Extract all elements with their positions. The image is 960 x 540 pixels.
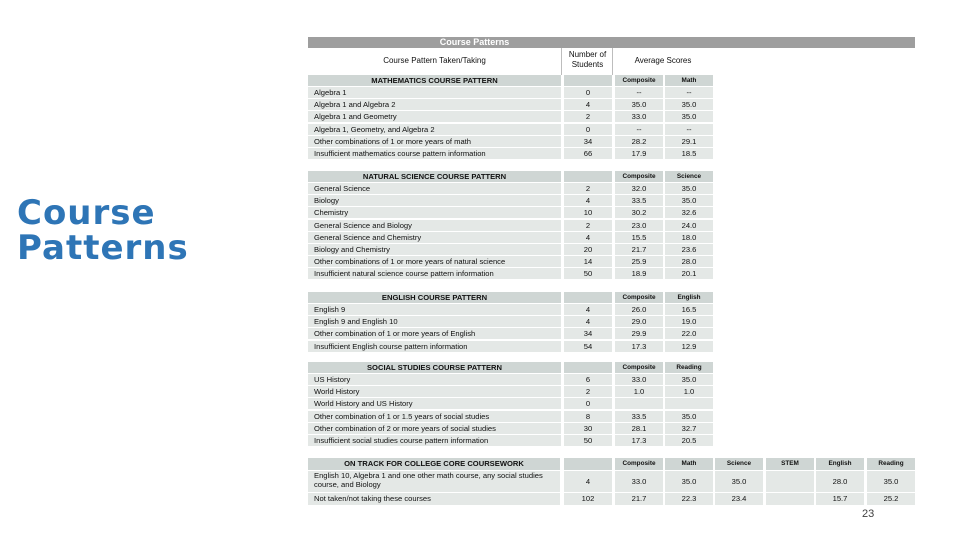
score-value: 33.0 <box>615 471 663 492</box>
course-pattern-name: English 9 and English 10 <box>308 316 561 327</box>
student-count: 2 <box>564 386 612 397</box>
course-patterns-table <box>308 37 918 503</box>
course-pattern-name: English 10, Algebra 1 and one other math course, any social studies course, and Biology <box>308 471 560 492</box>
header-number-of-students: Number of Students <box>563 48 613 75</box>
student-count: 30 <box>564 423 612 434</box>
course-pattern-name: Other combination of 1 or more years of English <box>308 328 561 339</box>
score-value-1: 1.0 <box>615 386 663 397</box>
course-pattern-name: Algebra 1 and Algebra 2 <box>308 99 561 110</box>
score-value-1: 17.9 <box>615 148 663 159</box>
course-pattern-name: Insufficient social studies course pattern information <box>308 435 561 446</box>
score-header-1: Composite <box>615 362 663 373</box>
course-pattern-name: World History and US History <box>308 398 561 409</box>
student-count: 2 <box>564 183 612 194</box>
course-pattern-name: Other combinations of 1 or more years of math <box>308 136 561 147</box>
section-header-blank <box>564 171 612 182</box>
score-value-2: 35.0 <box>665 99 713 110</box>
student-count: 4 <box>564 195 612 206</box>
student-count: 54 <box>564 341 612 352</box>
score-value-2: 19.0 <box>665 316 713 327</box>
course-pattern-name: Biology and Chemistry <box>308 244 561 255</box>
student-count: 14 <box>564 256 612 267</box>
score-value-2: 35.0 <box>665 411 713 422</box>
score-value-1: 23.0 <box>615 220 663 231</box>
score-value-1: 35.0 <box>615 99 663 110</box>
score-value: 23.4 <box>715 493 763 505</box>
score-value-2: 32.7 <box>665 423 713 434</box>
section-header-blank <box>564 458 612 470</box>
score-value <box>766 471 814 492</box>
table-banner: Course Patterns <box>308 37 915 48</box>
course-pattern-name: General Science <box>308 183 561 194</box>
score-value-2: 29.1 <box>665 136 713 147</box>
student-count: 6 <box>564 374 612 385</box>
course-pattern-name: Other combinations of 1 or more years of natural science <box>308 256 561 267</box>
score-value-2: 12.9 <box>665 341 713 352</box>
student-count: 66 <box>564 148 612 159</box>
section-title: ENGLISH COURSE PATTERN <box>308 292 561 303</box>
course-pattern-name: Algebra 1, Geometry, and Algebra 2 <box>308 124 561 135</box>
score-value: 28.0 <box>816 471 864 492</box>
course-pattern-name: Chemistry <box>308 207 561 218</box>
course-pattern-name: Other combination of 1 or 1.5 years of social studies <box>308 411 561 422</box>
score-value: 22.3 <box>665 493 713 505</box>
score-header: Composite <box>615 458 663 470</box>
score-value-1: 28.1 <box>615 423 663 434</box>
section-title: ON TRACK FOR COLLEGE CORE COURSEWORK <box>308 458 560 470</box>
score-value-1: 33.5 <box>615 195 663 206</box>
score-value-1: 18.9 <box>615 268 663 279</box>
score-value-2: 35.0 <box>665 195 713 206</box>
score-value-1: -- <box>615 124 663 135</box>
course-pattern-name: English 9 <box>308 304 561 315</box>
score-value: 35.0 <box>665 471 713 492</box>
score-value-2: 16.5 <box>665 304 713 315</box>
section-title: MATHEMATICS COURSE PATTERN <box>308 75 561 86</box>
score-header: STEM <box>766 458 814 470</box>
score-value-1: 26.0 <box>615 304 663 315</box>
score-value-1: -- <box>615 87 663 98</box>
score-header: Reading <box>867 458 915 470</box>
score-header: English <box>816 458 864 470</box>
score-value-1 <box>615 398 663 409</box>
slide-title-line-1: Course <box>17 193 156 233</box>
student-count: 4 <box>564 471 612 492</box>
score-value: 15.7 <box>816 493 864 505</box>
course-pattern-name: General Science and Biology <box>308 220 561 231</box>
score-value-2: 1.0 <box>665 386 713 397</box>
score-value-2: 22.0 <box>665 328 713 339</box>
score-value-2: 35.0 <box>665 111 713 122</box>
student-count: 50 <box>564 268 612 279</box>
score-header-2: Science <box>665 171 713 182</box>
score-value-1: 28.2 <box>615 136 663 147</box>
student-count: 0 <box>564 398 612 409</box>
score-header-2: Reading <box>665 362 713 373</box>
score-header-2: Math <box>665 75 713 86</box>
student-count: 2 <box>564 220 612 231</box>
score-header-1: Composite <box>615 171 663 182</box>
student-count: 2 <box>564 111 612 122</box>
student-count: 10 <box>564 207 612 218</box>
score-value-2: 28.0 <box>665 256 713 267</box>
slide-title <box>17 193 189 268</box>
score-header-2: English <box>665 292 713 303</box>
course-pattern-name: Algebra 1 <box>308 87 561 98</box>
score-value-1: 33.5 <box>615 411 663 422</box>
course-pattern-name: Algebra 1 and Geometry <box>308 111 561 122</box>
student-count: 4 <box>564 99 612 110</box>
score-value-1: 32.0 <box>615 183 663 194</box>
student-count: 50 <box>564 435 612 446</box>
course-pattern-name: Not taken/not taking these courses <box>308 493 560 505</box>
score-value-2: -- <box>665 87 713 98</box>
score-value-1: 25.9 <box>615 256 663 267</box>
student-count: 34 <box>564 136 612 147</box>
course-pattern-name: Biology <box>308 195 561 206</box>
score-header-1: Composite <box>615 292 663 303</box>
score-value-1: 21.7 <box>615 244 663 255</box>
student-count: 4 <box>564 316 612 327</box>
score-value: 35.0 <box>715 471 763 492</box>
score-value-1: 29.9 <box>615 328 663 339</box>
student-count: 4 <box>564 304 612 315</box>
course-pattern-name: General Science and Chemistry <box>308 232 561 243</box>
score-value-1: 29.0 <box>615 316 663 327</box>
section-title: SOCIAL STUDIES COURSE PATTERN <box>308 362 561 373</box>
score-value: 21.7 <box>615 493 663 505</box>
section-header-blank <box>564 292 612 303</box>
student-count: 102 <box>564 493 612 505</box>
score-header: Math <box>665 458 713 470</box>
section-header-blank <box>564 75 612 86</box>
score-header: Science <box>715 458 763 470</box>
score-value-1: 33.0 <box>615 374 663 385</box>
score-value-2: 20.5 <box>665 435 713 446</box>
student-count: 8 <box>564 411 612 422</box>
slide-title-line-2: Patterns <box>17 228 189 268</box>
course-pattern-name: World History <box>308 386 561 397</box>
score-value-2: 20.1 <box>665 268 713 279</box>
course-pattern-name: Insufficient English course pattern information <box>308 341 561 352</box>
student-count: 0 <box>564 124 612 135</box>
header-course-pattern: Course Pattern Taken/Taking <box>308 48 562 75</box>
score-value <box>766 493 814 505</box>
student-count: 4 <box>564 232 612 243</box>
score-value-1: 17.3 <box>615 341 663 352</box>
score-header-1: Composite <box>615 75 663 86</box>
course-pattern-name: US History <box>308 374 561 385</box>
score-value-2: -- <box>665 124 713 135</box>
course-pattern-name: Other combination of 2 or more years of social studies <box>308 423 561 434</box>
score-value-1: 33.0 <box>615 111 663 122</box>
score-value: 25.2 <box>867 493 915 505</box>
section-title: NATURAL SCIENCE COURSE PATTERN <box>308 171 561 182</box>
section-header-blank <box>564 362 612 373</box>
course-pattern-name: Insufficient mathematics course pattern information <box>308 148 561 159</box>
student-count: 0 <box>564 87 612 98</box>
score-value-2: 24.0 <box>665 220 713 231</box>
page-number: 23 <box>862 508 875 520</box>
student-count: 20 <box>564 244 612 255</box>
score-value-2: 23.6 <box>665 244 713 255</box>
student-count: 34 <box>564 328 612 339</box>
score-value-2: 35.0 <box>665 374 713 385</box>
score-value-1: 17.3 <box>615 435 663 446</box>
score-value-1: 15.5 <box>615 232 663 243</box>
score-value-2: 18.5 <box>665 148 713 159</box>
score-value-2: 35.0 <box>665 183 713 194</box>
course-pattern-name: Insufficient natural science course pattern information <box>308 268 561 279</box>
score-value-2: 32.6 <box>665 207 713 218</box>
score-value-1: 30.2 <box>615 207 663 218</box>
score-value: 35.0 <box>867 471 915 492</box>
header-average-scores: Average Scores <box>634 56 692 65</box>
score-value-2 <box>665 398 713 409</box>
score-value-2: 18.0 <box>665 232 713 243</box>
